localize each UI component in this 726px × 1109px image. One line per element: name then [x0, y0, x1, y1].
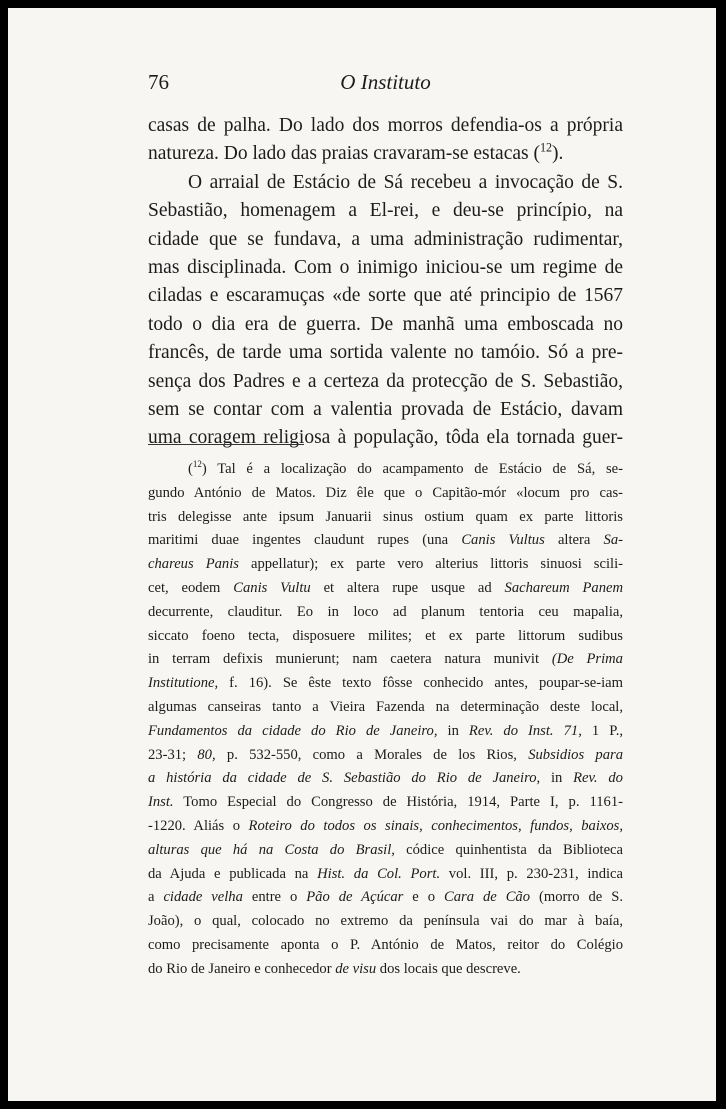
footnote-line: siccato foeno tecta, disposuere milites; et ex parte littorum sudibus — [148, 627, 623, 644]
body-line: todo o dia era de guerra. De manhã uma emboscada no — [148, 313, 623, 335]
footnote-line: algumas canseiras tanto a Vieira Fazenda na determinação deste local, — [148, 698, 623, 715]
running-title: O Instituto — [340, 70, 431, 94]
footnote-line: decurrente, clauditur. Eo in loco ad planum tentoria ceu mapalia, — [148, 603, 623, 620]
footnote-ref: 12 — [539, 140, 553, 155]
footnote-line: ($^{12}$) Tal é a localização do acampamento de Estácio de Sá, se- — [188, 459, 623, 477]
body-line: mas disciplinada. Com o inimigo iniciou-se um regime de — [148, 257, 623, 279]
body-line: casas de palha. Do lado dos morros defendia-os a própria — [148, 115, 623, 136]
footnote-line: Institutione, f. 16). Se êste texto fôsse conhecido antes, poupar-se-iam — [148, 675, 623, 692]
body-line: francês, de tarde uma sortida valente no tamóio. Só a pre- — [148, 342, 623, 364]
footnote-line: -1220. Aliás o Roteiro do todos os sinais, conhecimentos, fundos, baixos, — [148, 817, 623, 834]
footnote-divider — [148, 444, 304, 445]
footnote-line: Inst. Tomo Especial do Congresso de História, 1914, Parte I, p. 1161- — [148, 794, 623, 811]
footnote-line: in terram defixis munierunt; nam caetera natura munivit (De Prima — [148, 651, 623, 668]
body-line: sem se contar com a valentia provada de Estácio, davam — [148, 399, 623, 421]
footnote-line: tris delegisse ante ipsum Januarii sinus ostium quam ex parte littoris — [148, 508, 623, 525]
body-line: natureza. Do lado das praias cravaram-se estacas ($^{12}$). — [148, 140, 564, 165]
footnote-line: como precisamente aponta o P. António de Matos, reitor do Colégio — [148, 936, 623, 953]
body-line: O arraial de Estácio de Sá recebeu a invocação de S. — [188, 171, 623, 193]
footnote-line: chareus Panis appellatur); ex parte vero alterius littoris sinuosi scili- — [148, 556, 623, 573]
footnote-line: a história da cidade de S. Sebastião do Rio de Janeiro, in Rev. do — [148, 770, 623, 787]
footnote-line: Fundamentos da cidade do Rio de Janeiro, in Rev. do Inst. 71, 1 P., — [148, 722, 624, 739]
footnote-line: 23-31; 80, p. 532-550, como a Morales de los Rios, Subsidios para — [148, 746, 623, 763]
footnote-line: do Rio de Janeiro e conhecedor de visu dos locais que descreve. — [148, 960, 521, 977]
body-line: cidade que se fundava, a uma administração rudimentar, — [148, 228, 623, 250]
body-line: ciladas e escaramuças «de sorte que até principio de 1567 — [148, 285, 623, 307]
body-text — [148, 112, 623, 453]
body-line: sença dos Padres e a certeza da protecção de S. Sebastião, — [148, 370, 623, 392]
footnote-line: cet, eodem Canis Vultu et altera rupe usque ad Sachareum Panem — [148, 579, 624, 596]
footnote-line: gundo António de Matos. Diz êle que o Capitão-mór «locum pro cas- — [148, 484, 623, 501]
footnote-line: João), o qual, colocado no extremo da península vai do mar à baía, — [148, 913, 623, 930]
footnote-line: maritimi duae ingentes claudunt rupes (una Canis Vultus altera Sa- — [148, 532, 623, 549]
footnote-line: a cidade velha entre o Pão de Açúcar e o Cara de Cão (morro de S. — [148, 889, 623, 906]
footnote — [148, 458, 623, 982]
page-number: 76 — [148, 70, 169, 94]
footnote-line: da Ajuda e publicada na Hist. da Col. Port. vol. III, p. 230-231, indica — [148, 865, 624, 882]
body-line: Sebastião, homenagem a El-rei, e deu-se princípio, na — [148, 200, 623, 222]
body-line: uma coragem religiosa à população, tôda ela tornada guer- — [148, 427, 623, 449]
footnote-line: alturas que há na Costa do Brasil, códice quinhentista da Biblioteca — [148, 841, 623, 858]
